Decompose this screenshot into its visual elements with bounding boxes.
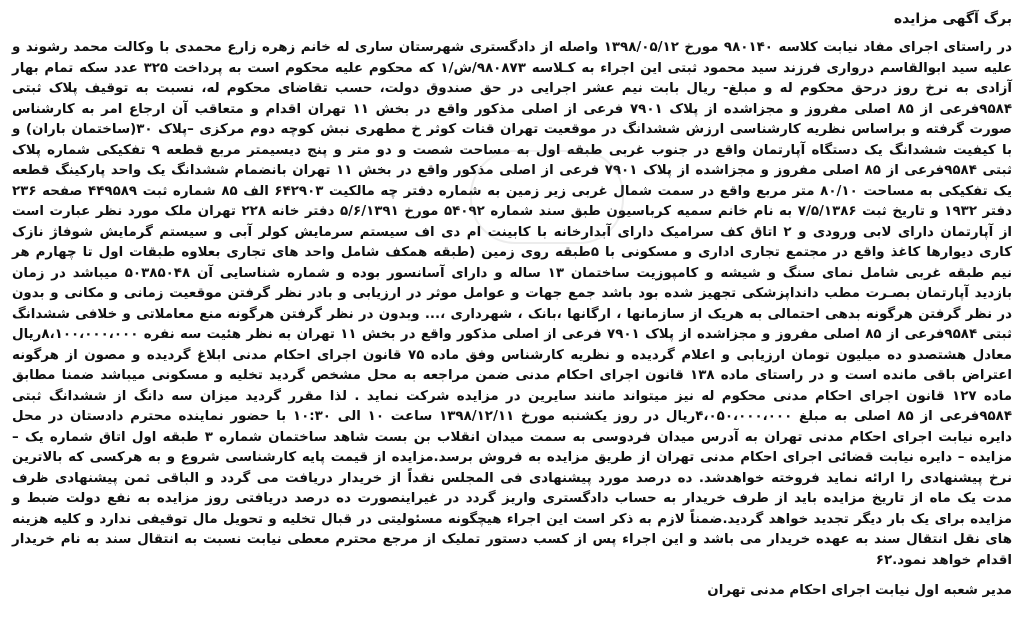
notice-signature: مدیر شعبه اول نیابت اجرای احکام مدنی تهران [707, 583, 1012, 598]
notice-body: در راستای اجرای مفاد نیابت کلاسه ۹۸۰۱۴۰ مورخ ۱۳۹۸/۰۵/۱۲ واصله از دادگستری شهرستان ساری له خانم زهره زارع محمدی با وکالت محمد رشوند و علیه سید ابوالقاسم درواری فرزند سید محمود ثبتی این اجراء به کـلاسه ۹۸۰۸۷۳/ش/۱ که محکوم علیه محکوم است به پرداخت ۳۲۵ عدد سکه تمام بهار آزادی به نرخ روز درحق محکوم له و مبلغ- ریال بابت نیم عشر اجرایی در حق صندوق دولت، حسب تقاضای محکوم له، نسبت به توقیف پلاک ثبتی ۹۵۸۴فرعی از ۸۵ اصلی مفروز و مجزاشده از پلاک ۷۹۰۱ فرعی از اصلی مذکور واقع در بخش ۱۱ تهران اقدام و متعاقب آن ارجاع امر به کارشناس صورت گرفته و براساس نظریه کارشناسی ارزش ششدانگ در موقعیت تهران قنات کوثر خ مطهری نبش کوچه دوم مرکزی –پلاک ۳۰(ساختمان باران) و با کیفیت ششدانگ یک دستگاه آپارتمان واقع در جنوب غربی طبقه اول به مساحت شصت و دو متر و پنج دیسیمتر مربع قطعه ۹ تفکیکی شماره پلاک ثبتی ۹۵۸۴فرعی از ۸۵ اصلی مفروز و مجزاشده از پلاک ۷۹۰۱ فرعی از اصلی مذکور واقع در بخش ۱۱ تهران بانضمام ششدانگ یک واحد پارکینگ قطعه یک تفکیکی به مساحت ۸۰/۱۰ متر مربع واقع در سمت شمال غربی زیر زمین به شماره دفتر چه مالکیت ۶۴۲۹۰۳ الف ۸۵ شماره ثبت ۴۴۹۵۸۹ صفحه ۲۳۶ دفتر ۱۹۳۲ و تاریخ ثبت ۷/۵/۱۳۸۶ به نام خانم سمیه کرباسیون طبق سند شماره ۵۴۰۹۲ مورخ ۵/۶/۱۳۹۱ دفتر خانه ۲۲۸ تهران ملک مورد نظر عبارت است از آپارتمان دارای لابی ورودی و ۲ اتاق کف سرامیک دارای آبدارخانه با کابینت ام دی اف سیستم سرمایش کولر آبی و سیستم گرمایش شوفاژ نازک کاری دیوارها کاغذ واقع در مجتمع تجاری اداری و مسکونی با ۵طبقه روی زمین (طبقه همکف شامل واحد های تجاری بعلاوه طبقات اول تا چهارم هر نیم طبقه غربی شامل نمای سنگ و شیشه و کامپوزیت ساختمان ۱۳ ساله و دارای آسانسور بوده و شماره شناسایی آن ۵۰۳۸۵۰۴۸ میباشد در زمان بازدید آپارتمان بصـرت مطب دانداپزشکی تجهیز شده بود باشد جمع جهات و عوامل موثر در ارزیابی و بادر نظر گرفتن موقعیت زمانی و مکانی و بدون در نظر گرفتن هرگونه بدهی احتمالی به هریک از سازمانها ، ارگانها ،بانک ، شهرداری ،... وبدون در نظر گرفتن هرگونه منع معاملاتی و خلافی ششدانگ ثبتی ۹۵۸۴فرعی از ۸۵ اصلی مفروز و مجزاشده از پلاک ۷۹۰۱ فرعی از اصلی مذکور واقع در بخش ۱۱ تهران به نظر هئیت سه نفره ۸،۱۰۰،۰۰۰،۰۰۰ریال معادل هشتصدو ده میلیون تومان ارزیابی و اعلام گردیده و نظریه کارشناس وفق ماده ۷۵ قانون اجرای احکام مدنی ابلاغ گردیده و مصون از هرگونه اعتراض باقی مانده است و در راستای ماده ۱۳۸ قانون اجرای احکام مدنی ضمن مراجعه به محل مشخص گردید تخلیه و مسکونی میباشد ضمنا مطابق ماده ۱۲۷ قانون اجرای احکام مدنی محکوم له نیز میتواند مانند سایرین در مزایده شرکت نماید . لذا مقرر گردید میزان سه دانگ از ششدانگ ثبتی ۹۵۸۴فرعی از ۸۵ اصلی به مبلغ ۴،۰۵۰،۰۰۰،۰۰۰ریال در روز یکشنبه مورخ ۱۳۹۸/۱۲/۱۱ ساعت ۱۰ الی ۱۰:۳۰ با حضور نماینده محترم دادستان در محل دایره نیابت اجرای احکام مدنی تهران به آدرس میدان فردوسی به سمت میدان انقلاب بن بست شاهد ساختمان شماره ۳ طبقه اول اتاق شماره یک –مزایده – دایره نیابت قضائی اجرای احکام مدنی تهران از طریق مزایده به فروش برسد.مزایده از قیمت پایه کارشناسی شروع و به هرکسی که بالاترین نرخ پیشنهادی را ارائه نماید فروخته خواهدشد. ده درصد مورد پیشنهادی فی المجلس نقداً از خریدار دریافت می گردد و الباقی ثمن پیشنهادی ظرف مدت یک ماه از تاریخ مزایده باید از طرف خریدار به حساب دادگستری واریز گردد در غیراینصورت ده درصد دریافتی روز مزایده به نفع دولت ضبط و مزایده برای یک بار دیگر تجدید خواهد گردید.ضمناً لازم به ذکر است این اجراء هیچگونه مسئولیتی در قبال تخلیه و تحویل مال توقیفی ندارد و کلیه هزینه های نقل انتقال سند به عهده خریدار می باشد و این اجراء پس از کسب دستور تملیک از مرجع محترم معطی نیابت نسبت به انتقال سند به نام خریدار اقدام خواهد نمود.۶۲ [12, 40, 1013, 568]
notice-title: برگ آگهی مزایده [893, 11, 1012, 27]
